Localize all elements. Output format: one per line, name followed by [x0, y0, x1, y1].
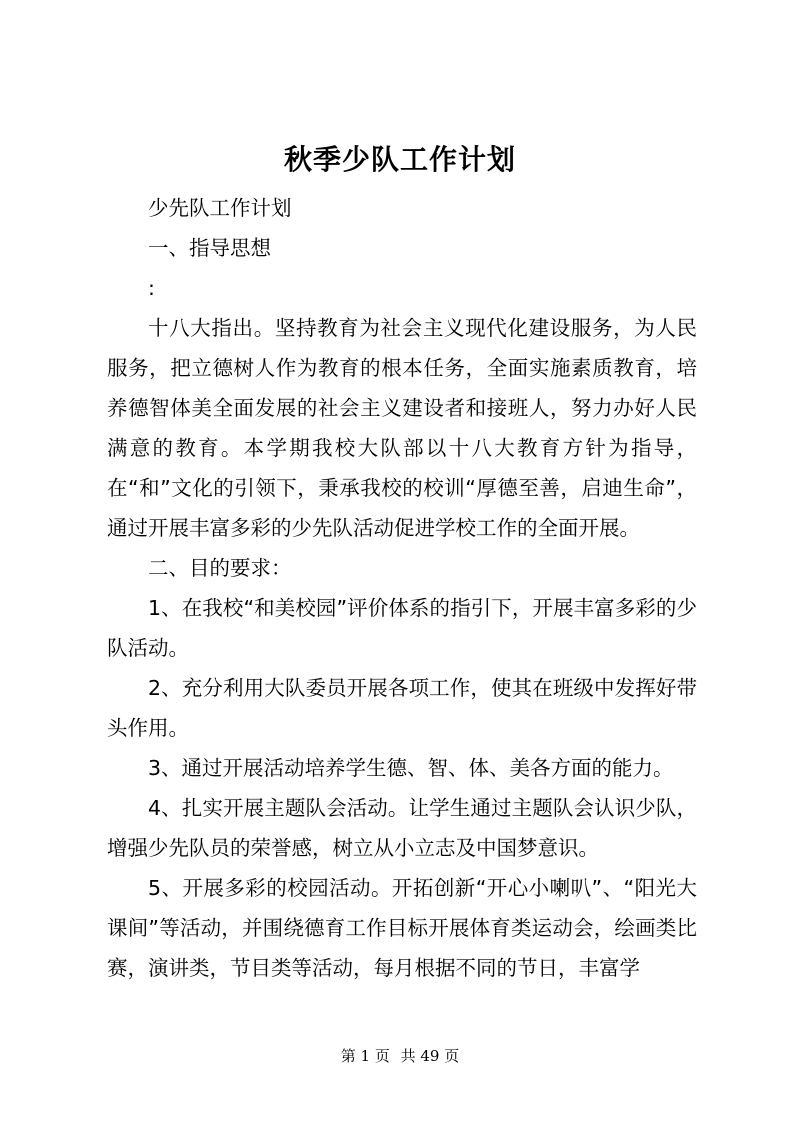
section-heading-guiding-thought: 一、指导思想: [148, 236, 271, 260]
list-item-2: 2、充分利用大队委员开展各项工作，使其在班级中发挥好带头作用。: [107, 676, 697, 740]
page-total: 共 49 页: [400, 1047, 460, 1065]
page-number: 第 1 页: [340, 1047, 390, 1065]
section-heading-requirements: 二、目的要求：: [148, 556, 292, 580]
list-item-3: 3、通过开展活动培养学生德、智、体、美各方面的能力。: [148, 756, 674, 780]
paragraph-subtitle: 少先队工作计划: [148, 196, 292, 220]
page-footer: [0, 1046, 800, 1066]
list-item-5: 5、开展多彩的校园活动。开拓创新“开心小喇叭”、“阳光大课间”等活动，并围绕德育工作目标开展体育类运动会，绘画类比赛，演讲类，节目类等活动，每月根据不同的节日，丰富学: [107, 876, 697, 980]
paragraph-guiding-thought: 十八大指出。坚持教育为社会主义现代化建设服务，为人民服务，把立德树人作为教育的根本任务，全面实施素质教育，培养德智体美全面发展的社会主义建设者和接班人，努力办好人民满意的教育。本学期我校大队部以十八大教育方针为指导，在“和”文化的引领下，秉承我校的校训“厚德至善，启迪生命”，通过开展丰富多彩的少先队活动促进学校工作的全面开展。: [107, 316, 697, 540]
list-item-1: 1、在我校“和美校园”评价体系的指引下，开展丰富多彩的少队活动。: [107, 596, 697, 660]
list-item-4: 4、扎实开展主题队会活动。让学生通过主题队会认识少队，增强少先队员的荣誉感，树立从小立志及中国梦意识。: [107, 796, 697, 860]
page-title: 秋季少队工作计划: [283, 143, 516, 176]
document-body: [107, 188, 697, 988]
paragraph-colon: :: [148, 276, 155, 300]
